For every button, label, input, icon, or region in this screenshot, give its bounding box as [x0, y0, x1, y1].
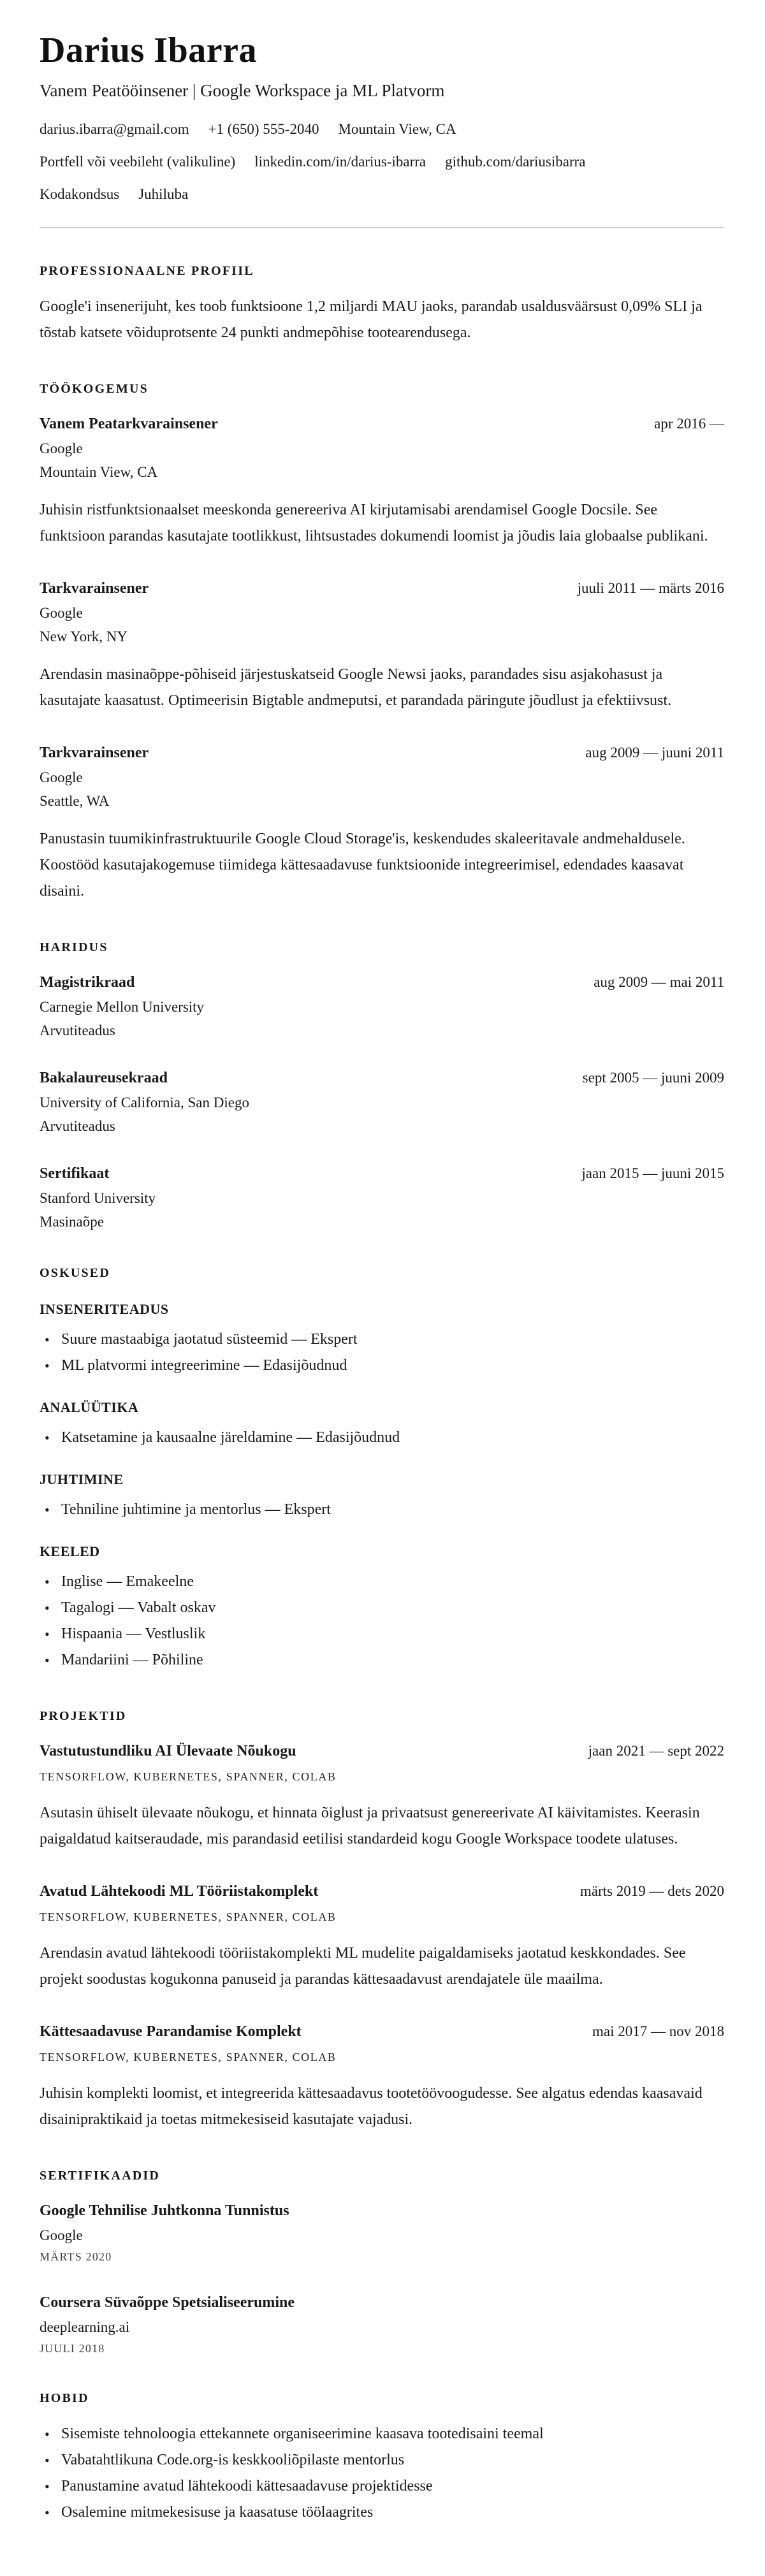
section-heading: TÖÖKOGEMUS	[40, 381, 149, 396]
section-hobbies	[40, 2391, 724, 2526]
section-heading: PROJEKTID	[40, 1708, 127, 1723]
cert-title: Coursera Süvaõppe Spetsialiseerumine	[40, 2294, 295, 2311]
project-entry-head	[40, 1743, 724, 1760]
contact-row-2	[40, 154, 724, 170]
cert-date: MÄRTS 2020	[40, 2250, 112, 2263]
school-name: Stanford University	[40, 1190, 156, 1206]
language-item: • Hispaania — Vestluslik	[40, 1621, 724, 1647]
hobby-list	[40, 2421, 724, 2526]
skill-category-heading: JUHTIMINE	[40, 1471, 124, 1487]
skill-category	[40, 1301, 724, 1379]
education-entry	[40, 1070, 724, 1135]
linkedin-text: linkedin.com/in/darius-ibarra	[254, 153, 426, 170]
job-entry-head	[40, 580, 724, 597]
section-education	[40, 940, 724, 1230]
certification-entry	[40, 2294, 724, 2355]
cert-issuer: deeplearning.ai	[40, 2318, 130, 2335]
project-entry	[40, 1743, 724, 1852]
section-work-experience	[40, 382, 724, 905]
job-entry	[40, 745, 724, 905]
contact-row-3	[40, 186, 724, 203]
language-item: • Tagalogi — Vabalt oskav	[40, 1595, 724, 1621]
hobby-item: • Sisemiste tehnoloogia ettekannete organiseerimine kaasava tootedisaini teemal	[40, 2421, 724, 2447]
project-date: mai 2017 — nov 2018	[592, 2023, 724, 2039]
hobby-item: • Panustamine avatud lähtekoodi kättesaadavuse projektidesse	[40, 2473, 724, 2500]
skill-item: • Suure mastaabiga jaotatud süsteemid — Ekspert	[40, 1327, 724, 1353]
section-heading: OSKUSED	[40, 1265, 110, 1280]
education-entry-head	[40, 1165, 724, 1182]
education-entry	[40, 1165, 724, 1230]
degree-title: Magistrikraad	[40, 973, 135, 991]
skill-list	[40, 1425, 724, 1451]
project-tags: TENSORFLOW, KUBERNETES, SPANNER, COLAB	[40, 1910, 337, 1923]
job-entry-head	[40, 745, 724, 762]
section-heading: HOBID	[40, 2390, 89, 2405]
education-entry	[40, 974, 724, 1039]
project-entry-head	[40, 2023, 724, 2041]
skill-item: • ML platvormi integreerimine — Edasijõudnud	[40, 1353, 724, 1379]
field-of-study: Arvutiteadus	[40, 1022, 115, 1038]
project-title: Kättesaadavuse Parandamise Komplekt	[40, 2023, 302, 2040]
profile-summary: Google'i insenerijuht, kes toob funktsioone 1,2 miljardi MAU jaoks, parandab usaldusväärsust 0,09% SLI ja tõstab katsete võiduprotsente 24 punkti andmepõhise tootearendusega.	[40, 298, 703, 341]
skill-item: • Katsetamine ja kausaalne järeldamine — Edasijõudnud	[40, 1425, 724, 1451]
skill-category	[40, 1471, 724, 1523]
language-item: • Inglise — Emakeelne	[40, 1569, 724, 1595]
job-company: Google	[40, 604, 83, 621]
hobby-item: • Vabatahtlikuna Code.org-is keskkooliõpilaste mentorlus	[40, 2447, 724, 2473]
candidate-headline: Vanem Peatööinsener | Google Workspace ja ML Platvorm	[40, 80, 445, 100]
job-title: Tarkvarainsener	[40, 744, 149, 761]
job-description: Panustasin tuumikinfrastruktuurile Google Cloud Storage'is, keskendudes skaleeritavale andmehaldusele. Koostööd kasutajakogemuse tiimidega kättesaadavuse funktsioonide integreerimisel, edendades kaasavat disaini.	[40, 830, 685, 899]
project-description: Arendasin avatud lähtekoodi tööriistakomplekti ML mudelite paigaldamiseks jaotatud keskkondades. See projekt soodustas kogukonna panuseid ja parandas kättesaadavust arendajatele üle maailma.	[40, 1944, 686, 1988]
resume-header	[40, 32, 724, 203]
section-heading: HARIDUS	[40, 940, 108, 954]
degree-title: Bakalaureusekraad	[40, 1069, 168, 1086]
project-title: Avatud Lähtekoodi ML Tööriistakomplekt	[40, 1882, 319, 1900]
job-location: Mountain View, CA	[40, 463, 158, 480]
phone-text: +1 (650) 555-2040	[208, 120, 319, 137]
section-skills	[40, 1266, 724, 1673]
certification-entry	[40, 2202, 724, 2264]
job-date: apr 2016 —	[654, 415, 724, 432]
cert-date: JUULI 2018	[40, 2341, 105, 2355]
job-date: juuli 2011 — märts 2016	[577, 579, 724, 596]
education-entry-head	[40, 974, 724, 991]
job-company: Google	[40, 440, 83, 456]
project-tags: TENSORFLOW, KUBERNETES, SPANNER, COLAB	[40, 1770, 337, 1783]
citizenship-text: Kodakondsus	[40, 186, 120, 202]
job-description: Arendasin masinaõppe-põhiseid järjestuskatseid Google Newsi jaoks, parandades sisu asjakohasust ja kasutajate kaasatust. Optimeerisin Bigtable andmeputsi, et parandada päringute jõudlust ja efektiivsust.	[40, 666, 672, 709]
language-item: • Mandariini — Põhiline	[40, 1647, 724, 1673]
section-heading: PROFESSIONAALNE PROFIIL	[40, 263, 254, 278]
hobby-item: • Osalemine mitmekesisuse ja kaasatuse töölaagrites	[40, 2500, 724, 2526]
section-certifications	[40, 2169, 724, 2355]
job-description: Juhisin ristfunktsionaalset meeskonda genereeriva AI kirjutamisabi arendamisel Google Docsile. See funktsioon parandas kasutajate tootlikkust, lihtsustades dokumendi loomist ja jõudis laia globaalse publikani.	[40, 501, 708, 544]
field-of-study: Arvutiteadus	[40, 1117, 115, 1134]
project-entry	[40, 2023, 724, 2133]
school-name: University of California, San Diego	[40, 1094, 249, 1110]
section-heading: SERTIFIKAADID	[40, 2168, 161, 2183]
skill-list	[40, 1327, 724, 1379]
candidate-name: Darius Ibarra	[40, 31, 257, 70]
project-title: Vastutustundliku AI Ülevaate Nõukogu	[40, 1742, 296, 1759]
section-profile	[40, 264, 724, 346]
job-entry	[40, 416, 724, 549]
project-date: märts 2019 — dets 2020	[579, 1882, 724, 1899]
job-title: Tarkvarainsener	[40, 579, 149, 597]
job-date: aug 2009 — juuni 2011	[585, 744, 724, 760]
school-name: Carnegie Mellon University	[40, 998, 205, 1015]
project-description: Asutasin ühiselt ülevaate nõukogu, et hinnata õiglust ja privaatsust genereerivate AI käivitamistes. Keerasin paigaldatud kaitseraudade, mis parandasid eetilisi standardeid kogu Google Workspace toodete ulatuses.	[40, 1804, 700, 1847]
skill-category	[40, 1399, 724, 1451]
skill-category-languages	[40, 1543, 724, 1673]
skill-category-heading: ANALÜÜTIKA	[40, 1399, 139, 1415]
portfolio-text: Portfell või veebileht (valikuline)	[40, 153, 236, 170]
section-projects	[40, 1709, 724, 2133]
skill-list	[40, 1497, 724, 1523]
project-entry-head	[40, 1883, 724, 1900]
cert-issuer: Google	[40, 2227, 83, 2243]
education-date: aug 2009 — mai 2011	[594, 973, 724, 990]
contact-block	[40, 121, 724, 203]
contact-row-1	[40, 121, 724, 138]
job-entry-head	[40, 416, 724, 433]
job-title: Vanem Peatarkvarainsener	[40, 415, 218, 432]
job-entry	[40, 580, 724, 714]
project-date: jaan 2021 — sept 2022	[588, 1742, 724, 1759]
education-date: jaan 2015 — juuni 2015	[581, 1165, 724, 1181]
project-description: Juhisin komplekti loomist, et integreerida kättesaadavus tootetöövoogudesse. See algatus edendas kaasavaid disainipraktikaid ja toetas mitmekesiseid kasutajate vajadusi.	[40, 2085, 703, 2128]
field-of-study: Masinaõpe	[40, 1213, 104, 1230]
degree-title: Sertifikaat	[40, 1165, 110, 1182]
drivers-license-text: Juhiluba	[138, 186, 189, 202]
language-list	[40, 1569, 724, 1673]
cert-title: Google Tehnilise Juhtkonna Tunnistus	[40, 2202, 289, 2219]
header-divider	[40, 227, 724, 228]
skill-category-heading: KEELED	[40, 1543, 100, 1559]
project-entry	[40, 1883, 724, 1993]
job-location: New York, NY	[40, 628, 128, 644]
skill-item: • Tehniline juhtimine ja mentorlus — Ekspert	[40, 1497, 724, 1523]
location-text: Mountain View, CA	[338, 120, 456, 137]
project-tags: TENSORFLOW, KUBERNETES, SPANNER, COLAB	[40, 2050, 337, 2063]
job-location: Seattle, WA	[40, 792, 110, 809]
education-date: sept 2005 — juuni 2009	[582, 1069, 724, 1086]
education-entry-head	[40, 1070, 724, 1087]
github-text: github.com/dariusibarra	[445, 153, 586, 170]
job-company: Google	[40, 769, 83, 785]
email-text: darius.ibarra@gmail.com	[40, 120, 189, 137]
skill-category-heading: INSENERITEADUS	[40, 1300, 169, 1317]
